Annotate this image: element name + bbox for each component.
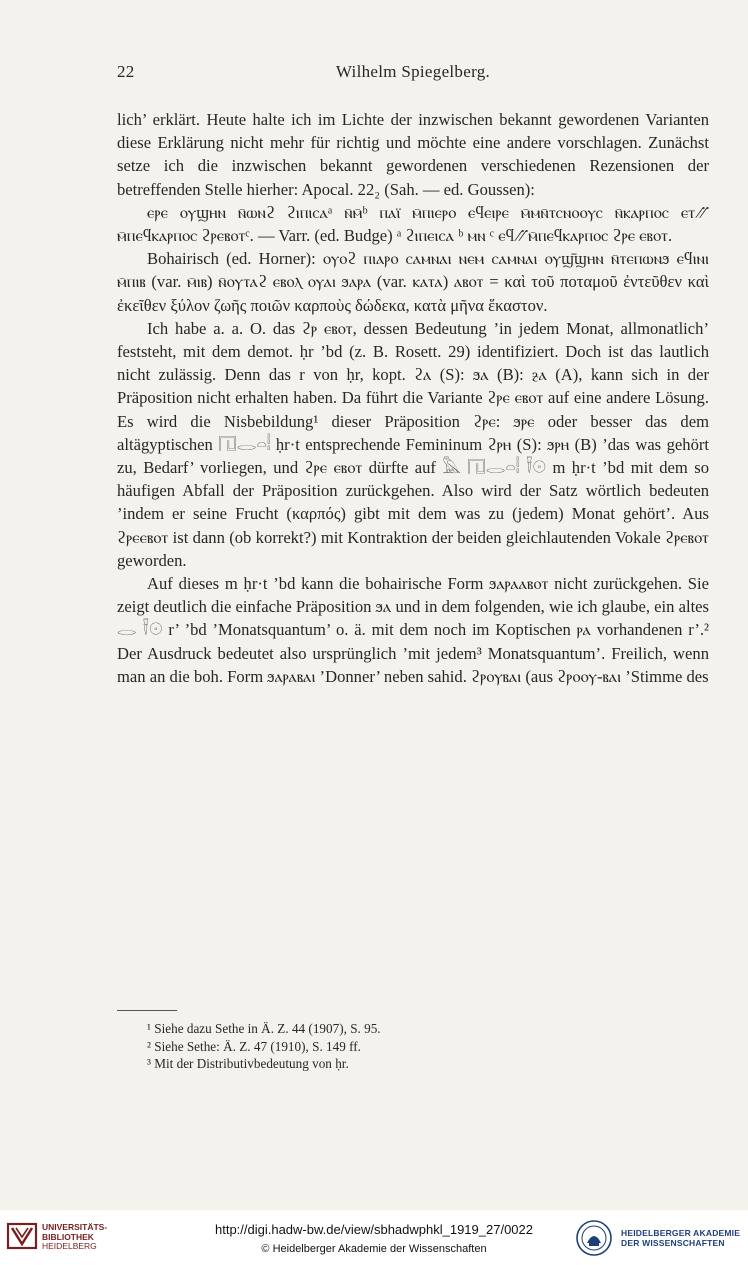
academy-name <box>621 1228 740 1248</box>
paragraph-1: lich’ erklärt. Heute halte ich im Lichte der inzwischen bekannt gewordenen Varianten diese Erklärung nicht mehr für richtig und möchte eine andere vorschlagen. Zunächst setze ich die inzwischen bekannt gewordenen verschiedenen Rezensionen der betreffenden Stelle hierher: Apocal. 22₂ (Sah. — ed. Goussen): <box>117 110 709 199</box>
footnote-rule <box>117 1010 177 1011</box>
academy-seal-icon <box>575 1219 613 1257</box>
copyright-notice: © Heidelberger Akademie der Wissenschaften <box>261 1243 487 1255</box>
library-line-3: HEIDELBERG <box>42 1241 97 1251</box>
library-line-2: BIBLIOTHEK <box>42 1231 94 1242</box>
footnote-2: ² Siehe Sethe: Ä. Z. 47 (1910), S. 149 ff. <box>147 1038 361 1054</box>
academy-line-2: DER WISSENSCHAFTEN <box>621 1238 725 1248</box>
academy-line-1: HEIDELBERGER AKADEMIE <box>621 1228 741 1238</box>
library-line-1: UNIVERSITÄTS- <box>42 1222 108 1232</box>
paragraph-bohairic-quote: Bohairisch (ed. Horner): ⲟⲩⲟϩ ⲡⲓⲁⲣⲟ ⲥⲁⲙⲛⲁⲓ ⲛⲉⲙ ⲥⲁⲙⲛⲁⲓ ⲟⲩϣ̄ϣⲏⲛ ⲛ̄ⲧⲉⲡⲱⲛϧ ⲉϥⲓⲛⲓ ⲙ̄ⲡⲓⲃ (var. ⲙ̄ⲓⲃ) ⲛ̄ⲟⲩⲧⲁϩ ⲉⲃⲟⲗ ⲟⲩⲁⲓ ϧⲁⲣⲁ (var. ⲕⲁⲧⲁ) ⲁⲃⲟⲧ = καὶ τοῦ ποταμοῦ ἐντεῦθεν καὶ ἐκεῖθεν ξύλον ζωῆς ποιῶν καρποὺς δώδεκα, κατὰ μῆνα ἕκαστον. <box>117 249 709 315</box>
footnote-3: ³ Mit der Distributivbedeutung von ḥr. <box>147 1056 349 1071</box>
footnotes <box>117 1020 709 1073</box>
paragraph-4: Auf dieses m ḥr·t ’bd kann die bohairische Form ϧⲁⲣⲁⲁⲃⲟⲧ nicht zurückgehen. Sie zeigt deutlich die einfache Präposition ϧⲁ und in dem folgenden, wie ich glaube, ein altes 𓂋 𓍋𓇳 r’ ’bd ’Monatsquantum’ o. ä. mit dem noch im Koptischen ⲣⲁ vorhandenen r’.² Der Ausdruck bedeutet also ursprünglich ’mit jedem³ Monatsquantum’. Freilich, wenn man an die boh. Form ϧⲁⲣⲁⲃⲁⲓ ’Donner’ neben sahid. ϩⲣⲟⲩⲃⲁⲓ (aus ϩⲣⲟⲟⲩ-ⲃⲁⲓ ’Stimme des <box>117 574 709 686</box>
paragraph-3: Ich habe a. a. O. das ϩⲣ ⲉⲃⲟⲧ, dessen Bedeutung ’in jedem Monat, allmonatlich’ feststeht, mit dem demot. ḥr ’bd (z. B. Rosett. 29) identifiziert. Doch ist das lautlich nicht zulässig. Denn das r von ḥr, kopt. ϩⲁ (S): ϧⲁ (B): ⳉⲁ (A), kann sich in der Präposition nicht erhalten haben. Da führt die Variante ϩⲣⲉ ⲉⲃⲟⲧ auf eine andere Lösung. Es wird die Nisbebildung¹ dieser Präposition ϩⲣⲉ: ϧⲣⲉ oder besser das dem altägyptischen 𓉔𓂋𓏏𓏪 ḥr·t entsprechende Femininum ϩⲣⲏ (S): ϧⲣⲏ (B) ’das was gehört zu, Bedarf’ vorliegen, und ϩⲣⲉ ⲉⲃⲟⲧ dürfte auf 𓅓 𓉔𓂋𓏏𓏪 𓍋𓇳 m ḥr·t ’bd mit dem so häufigen Abfall der Präposition zurückgehen. Also wird der Satz wörtlich bedeuten ’indem er seine Frucht (καρπός) gibt mit dem was zu (jedem) Monat gehört’. Aus ϩⲣⲉⲉⲃⲟⲧ ist dann (ob korrekt?) mit Kontraktion der beiden gleichlautenden Vokale ϩⲣⲉⲃⲟⲧ geworden. <box>117 318 709 570</box>
running-title: Wilhelm Spiegelberg. <box>335 62 491 81</box>
footnote-1: ¹ Siehe dazu Sethe in Ä. Z. 44 (1907), S. 95. <box>147 1021 381 1036</box>
permalink-url[interactable]: http://digi.hadw-bw.de/view/sbhadwphkl_1919_27/0022 <box>214 1222 533 1237</box>
digitization-footer <box>0 1210 748 1265</box>
paragraph-sahidic-quote: ⲉⲣⲉ ⲟⲩϣⲏⲛ ⲛ̄ⲱⲛϩ ϩⲓⲡⲓⲥⲁᵃ ⲛ̄ⲙ̄ᵇ ⲡⲁⲓ̈ ⲙ̄ⲡⲓⲉⲣⲟ ⲉϥⲉⲓⲣⲉ ⲙ̄ⲙⲛ̄ⲧⲥⲛⲟⲟⲩⲥ ⲛ̄ⲕⲁⲣⲡⲟⲥ ⲉⲧ⳼ⲙ̄ⲡⲉϥⲕⲁⲣⲡⲟⲥ ϩⲣⲉⲃⲟⲧᶜ. — Varr. (ed. Budge) ᵃ ϩⲓⲡⲉⲓⲥⲁ ᵇ ⲙⲛ ᶜ ⲉϥ⳼ⲙ̄ⲡⲉϥⲕⲁⲣⲡⲟⲥ ϩⲣⲉ ⲉⲃⲟⲧ. <box>117 202 709 246</box>
page-number: 22 <box>117 62 135 81</box>
body-text <box>117 108 709 688</box>
